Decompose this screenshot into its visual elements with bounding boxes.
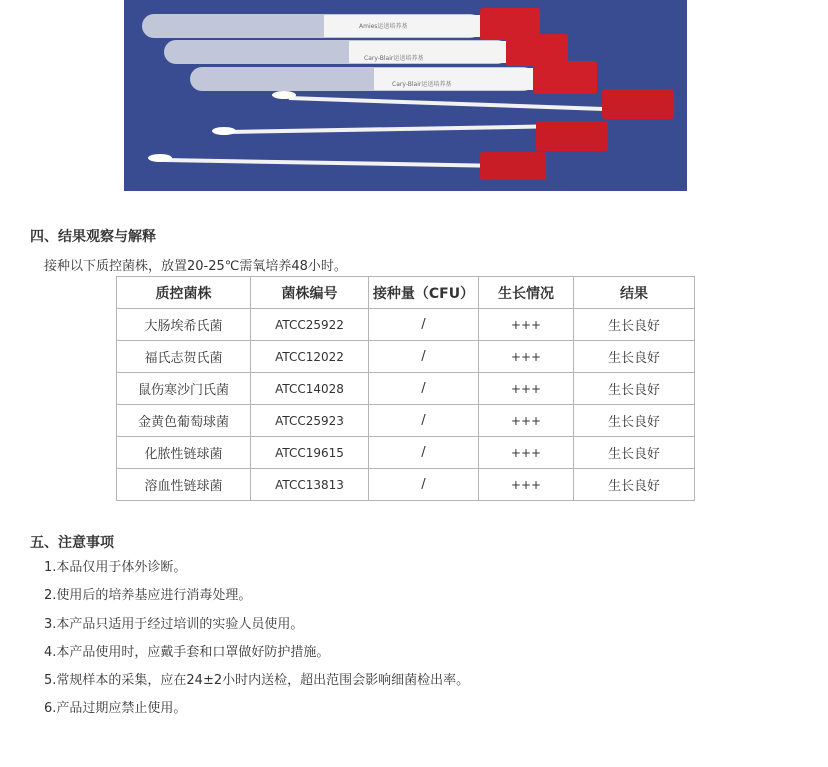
list-item: 1.本品仅用于体外诊断。: [44, 560, 187, 575]
precautions-list: [44, 558, 469, 728]
cell-strain-id: ATCC14028: [251, 373, 369, 405]
cell-result: 生长良好: [574, 373, 695, 405]
cell-strain-id: ATCC25922: [251, 309, 369, 341]
section-title-precautions: 五、注意事项: [30, 535, 114, 551]
cell-growth: +++: [479, 373, 574, 405]
cell-strain: 鼠伤寒沙门氏菌: [117, 373, 251, 405]
cell-result: 生长良好: [574, 405, 695, 437]
section-title-results: 四、结果观察与解释: [30, 229, 156, 245]
swab-tubes-illustration: [124, 0, 687, 191]
cell-inoculum: /: [369, 341, 479, 373]
cell-inoculum: /: [369, 309, 479, 341]
cell-inoculum: /: [369, 373, 479, 405]
list-item: 3.本产品只适用于经过培训的实验人员使用。: [44, 616, 304, 632]
col-header-inoculum: 接种量（CFU）: [369, 277, 479, 309]
table-row: [117, 469, 695, 501]
cell-result: 生长良好: [574, 341, 695, 373]
cell-strain-id: ATCC13813: [251, 469, 369, 501]
list-item: 5.常规样本的采集，应在24±2小时内送检，超出范围会影响细菌检出率。: [44, 673, 470, 689]
product-photo: [124, 0, 687, 191]
svg-text:Cary-Blair运送培养基: Cary-Blair运送培养基: [364, 55, 424, 62]
table-row: [117, 437, 695, 469]
table-header-row: [117, 277, 695, 309]
results-intro: 接种以下质控菌株，放置20-25℃需氧培养48小时。: [44, 259, 347, 274]
cell-strain: 金黄色葡萄球菌: [117, 405, 251, 437]
cell-strain-id: ATCC12022: [251, 341, 369, 373]
cell-strain: 溶血性链球菌: [117, 469, 251, 501]
list-item: 4.本产品使用时，应戴手套和口罩做好防护措施。: [44, 644, 330, 660]
cell-result: 生长良好: [574, 437, 695, 469]
cell-strain: 福氏志贺氏菌: [117, 341, 251, 373]
cell-result: 生长良好: [574, 309, 695, 341]
cell-inoculum: /: [369, 437, 479, 469]
cell-growth: +++: [479, 405, 574, 437]
cell-strain: 大肠埃希氏菌: [117, 309, 251, 341]
quality-control-table: [116, 276, 695, 501]
cell-growth: +++: [479, 309, 574, 341]
cell-inoculum: /: [369, 405, 479, 437]
svg-text:Cary-Blair运送培养基: Cary-Blair运送培养基: [392, 81, 452, 88]
cell-inoculum: /: [369, 469, 479, 501]
svg-text:Amies运送培养基: Amies运送培养基: [359, 23, 408, 30]
cell-strain-id: ATCC19615: [251, 437, 369, 469]
list-item: 6.产品过期应禁止使用。: [44, 701, 187, 717]
cell-growth: +++: [479, 469, 574, 501]
cell-strain-id: ATCC25923: [251, 405, 369, 437]
cell-growth: +++: [479, 341, 574, 373]
table-row: [117, 309, 695, 341]
col-header-strain: 质控菌株: [117, 277, 251, 309]
cell-strain: 化脓性链球菌: [117, 437, 251, 469]
table-row: [117, 405, 695, 437]
table-row: [117, 341, 695, 373]
table-row: [117, 373, 695, 405]
col-header-strain-id: 菌株编号: [251, 277, 369, 309]
col-header-growth: 生长情况: [479, 277, 574, 309]
cell-result: 生长良好: [574, 469, 695, 501]
col-header-result: 结果: [574, 277, 695, 309]
cell-growth: +++: [479, 437, 574, 469]
list-item: 2.使用后的培养基应进行消毒处理。: [44, 588, 252, 604]
